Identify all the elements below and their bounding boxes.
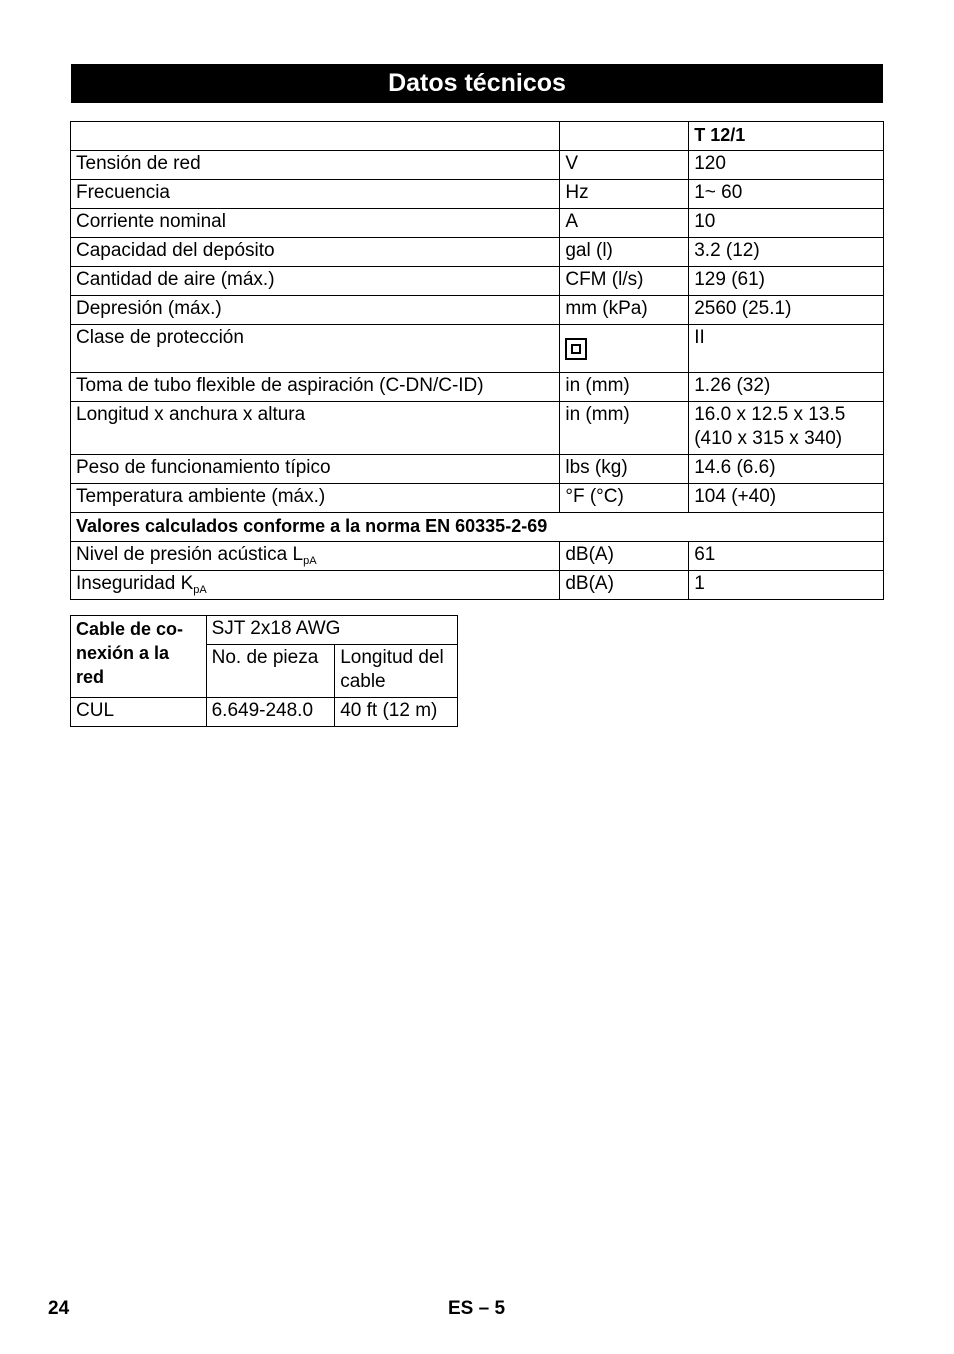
cable-header-line: red: [76, 667, 105, 687]
row-value: 3.2 (12): [689, 238, 884, 267]
table-row: [71, 402, 884, 455]
row-label: Capacidad del depósito: [71, 238, 560, 267]
empty-header-cell: [560, 122, 689, 151]
cable-table: [70, 615, 458, 727]
row-value: II: [689, 325, 884, 373]
row-unit: CFM (l/s): [560, 267, 689, 296]
cable-row-part-no: 6.649-248.0: [206, 698, 335, 727]
row-unit: dB(A): [560, 542, 689, 571]
cable-header-line: Cable de co-: [76, 619, 184, 639]
row-unit: A: [560, 209, 689, 238]
section-header: Valores calculados conforme a la norma EN 60335-2-69: [71, 513, 884, 542]
row-value: 1~ 60: [689, 180, 884, 209]
row-value: 14.6 (6.6): [689, 455, 884, 484]
protection-class-ii-icon: [565, 338, 587, 360]
row-label: Peso de funcionamiento típico: [71, 455, 560, 484]
table-row: [71, 698, 458, 727]
empty-header-cell: [71, 122, 560, 151]
label-subscript: pA: [303, 555, 317, 567]
table-row: [71, 455, 884, 484]
row-unit: gal (l): [560, 238, 689, 267]
value-line: 16.0 x 12.5 x 13.5: [694, 404, 846, 425]
table-row: [71, 296, 884, 325]
row-unit: Hz: [560, 180, 689, 209]
row-label: Cantidad de aire (máx.): [71, 267, 560, 296]
section-header-row: [71, 513, 884, 542]
row-unit: V: [560, 151, 689, 180]
row-label: Depresión (máx.): [71, 296, 560, 325]
row-label: Longitud x anchura x altura: [71, 402, 560, 455]
table-row: [71, 238, 884, 267]
cable-header: [71, 616, 207, 698]
row-value: 104 (+40): [689, 484, 884, 513]
row-value: 120: [689, 151, 884, 180]
row-unit: mm (kPa): [560, 296, 689, 325]
row-value: 129 (61): [689, 267, 884, 296]
row-unit: dB(A): [560, 571, 689, 600]
length-header: [335, 645, 458, 698]
length-header-line: cable: [340, 671, 386, 692]
label-text: Inseguridad K: [76, 573, 194, 594]
page-title: Datos técnicos: [71, 64, 883, 103]
table-row: [71, 542, 884, 571]
row-unit: lbs (kg): [560, 455, 689, 484]
table-row: [71, 571, 884, 600]
row-value: 10: [689, 209, 884, 238]
row-label: Corriente nominal: [71, 209, 560, 238]
table-row: [71, 151, 884, 180]
row-value: 61: [689, 542, 884, 571]
page-number: 24: [48, 1298, 70, 1319]
table-row: [71, 484, 884, 513]
row-value: [689, 402, 884, 455]
table-row: [71, 209, 884, 238]
table-row: [71, 180, 884, 209]
row-unit: in (mm): [560, 402, 689, 455]
cable-type: SJT 2x18 AWG: [206, 616, 457, 645]
row-label: Toma de tubo flexible de aspiración (C-DN/C-ID): [71, 373, 560, 402]
table-row: [71, 267, 884, 296]
row-value: 1.26 (32): [689, 373, 884, 402]
cable-header-line: nexión a la: [76, 643, 170, 663]
row-unit: °F (°C): [560, 484, 689, 513]
technical-data-table: [70, 121, 884, 600]
part-no-header: No. de pieza: [206, 645, 335, 698]
row-label: [71, 542, 560, 571]
row-label: Frecuencia: [71, 180, 560, 209]
row-label: Clase de protección: [71, 325, 560, 373]
table-header-row: [71, 122, 884, 151]
model-header: T 12/1: [689, 122, 884, 151]
cable-row-length: 40 ft (12 m): [335, 698, 458, 727]
row-unit: [560, 325, 689, 373]
length-header-line: Longitud del: [340, 647, 444, 668]
table-row: [71, 616, 458, 645]
table-row: [71, 325, 884, 373]
page-code: ES – 5: [448, 1298, 506, 1319]
row-label: Tensión de red: [71, 151, 560, 180]
table-row: [71, 373, 884, 402]
label-subscript: pA: [193, 584, 207, 596]
row-value: 1: [689, 571, 884, 600]
value-line: (410 x 315 x 340): [694, 428, 843, 449]
row-label: Temperatura ambiente (máx.): [71, 484, 560, 513]
row-value: 2560 (25.1): [689, 296, 884, 325]
label-text: Nivel de presión acústica L: [76, 544, 304, 565]
row-unit: in (mm): [560, 373, 689, 402]
row-label: [71, 571, 560, 600]
cable-row-type: CUL: [71, 698, 207, 727]
